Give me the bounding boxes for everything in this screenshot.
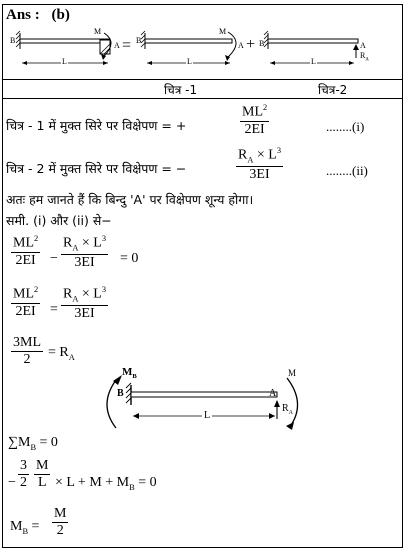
bottom-label-mb (122, 367, 137, 381)
from-equations-text: समी. (i) और (ii) से− (6, 213, 112, 228)
caption-figure-1: चित्र -1 (164, 83, 198, 97)
final-rest-text: × L + M + M (55, 475, 130, 490)
step2-n2-r: R (63, 286, 73, 302)
step2-equals: = (50, 302, 58, 317)
result-numerator: M (54, 506, 67, 521)
sum-symbol: ∑M (8, 435, 31, 450)
final-frac-2 (34, 459, 50, 490)
step2-frac-1 (11, 286, 40, 319)
eq2-numerator (236, 147, 283, 167)
eq2-ref: ........(ii) (326, 163, 368, 178)
bottom-label-m: M (288, 368, 297, 378)
reaction-subscript: A (365, 57, 369, 63)
eq1-statement: चित्र - 1 में मुक्त सिरे पर विक्षेपण = + (6, 118, 187, 133)
beam1-label-l: L (62, 57, 67, 66)
moment-sum-equation (8, 436, 58, 452)
step2-d1: 2EI (15, 303, 36, 319)
bottom-ra-sub: A (288, 410, 294, 416)
step1-n2-r-sub: A (72, 243, 79, 253)
step3-rhs-sub: A (68, 352, 75, 362)
eq1-num-exp: 2 (263, 103, 268, 112)
eq2-num-exp: 3 (276, 146, 282, 155)
step1-d2: 3EI (74, 254, 95, 270)
result-equals: = (31, 519, 40, 534)
step1-n1-exp: 2 (34, 234, 39, 243)
step2-n1-exp: 2 (34, 285, 39, 294)
final-f2-den: L (37, 475, 47, 490)
beam1-label-a: A (114, 41, 120, 50)
final-frac-1 (18, 459, 29, 490)
step1-n1: ML (13, 235, 34, 251)
plus-sign: + (246, 36, 256, 53)
step2-d2: 3EI (74, 305, 95, 321)
step2-n1: ML (13, 286, 34, 302)
final-f1-num: 3 (20, 458, 27, 473)
beam1-label-b: B (10, 36, 16, 45)
step1-minus: − (50, 251, 58, 266)
beam2-label-l: L (187, 57, 192, 66)
beam3-label-a: A (360, 41, 366, 50)
eq1-denominator: 2EI (244, 121, 265, 137)
bottom-label-l: L (204, 410, 211, 421)
eq2-num-r: R (238, 147, 248, 163)
eq2-fraction (236, 147, 283, 182)
result-fraction (52, 507, 68, 538)
step1-n2-rest: × L (78, 235, 102, 251)
step3-denominator: 2 (23, 352, 31, 367)
reaction-symbol: R (360, 51, 366, 60)
bottom-label-b: B (117, 388, 124, 399)
step3-numerator: 3ML (13, 335, 41, 350)
bottom-ra-text: R (282, 403, 289, 414)
final-f1-den: 2 (20, 475, 27, 490)
final-f2-num: M (36, 458, 49, 473)
bottom-label-a: A (269, 388, 277, 399)
result-denominator: 2 (56, 523, 64, 538)
caption-figure-2: चित्र-2 (318, 83, 348, 97)
bottom-mb-text: M (122, 366, 133, 378)
beam2-label-a: A (238, 41, 244, 50)
final-minus: − (8, 475, 16, 490)
step1-n2-exp: 3 (101, 234, 107, 243)
result-m-sub: B (22, 526, 29, 536)
step3-rhs (48, 346, 75, 362)
result-lhs (10, 520, 39, 536)
step2-n2-exp: 3 (101, 285, 107, 294)
beam3-label-l: L (311, 57, 316, 66)
bottom-mb-sub: B (132, 373, 137, 381)
step3-fraction (11, 336, 43, 367)
equals-sign: = (122, 37, 132, 54)
step2-frac-2 (61, 286, 108, 321)
eq1-num-text: ML (242, 104, 263, 120)
bottom-label-ra (282, 404, 293, 416)
sum-rhs: = 0 (39, 435, 58, 450)
step1-frac-1 (11, 235, 40, 268)
eq2-denominator: 3EI (249, 166, 270, 182)
final-rest-sub: B (129, 482, 135, 492)
step2-n2-r-sub: A (72, 294, 79, 304)
eq1-ref: ........(i) (326, 119, 365, 134)
final-rhs: = 0 (138, 475, 157, 490)
step1-rhs: = 0 (120, 251, 139, 266)
eq2-statement: चित्र - 2 में मुक्त सिरे पर विक्षेपण = − (6, 161, 187, 176)
eq1-fraction (240, 104, 269, 137)
result-m: M (10, 519, 23, 534)
eq2-num-r-sub: A (247, 155, 254, 165)
eq2-num-rest: × L (253, 147, 277, 163)
step1-frac-2 (61, 235, 108, 270)
eq1-numerator (240, 104, 269, 122)
bottom-beam-figure (107, 375, 298, 430)
final-rest (55, 476, 157, 492)
zero-deflection-statement: अतः हम जानते हैं कि बिन्दु 'A' पर विक्षेपण शून्य होगा। (6, 192, 254, 207)
beam1-label-m: M (94, 27, 102, 36)
answer-prefix: Ans : (6, 7, 40, 23)
step1-d1: 2EI (15, 252, 36, 268)
beam2-label-b: B (136, 36, 142, 45)
step2-n2-rest: × L (78, 286, 102, 302)
sum-sub: B (30, 442, 37, 452)
answer-option: (b) (51, 7, 70, 23)
beam2-label-m: M (219, 27, 227, 36)
beam3-label-ra (360, 52, 369, 63)
step3-rhs-text: = R (48, 345, 69, 360)
beam3-label-b: B (259, 39, 265, 48)
step1-n2-r: R (63, 235, 73, 251)
